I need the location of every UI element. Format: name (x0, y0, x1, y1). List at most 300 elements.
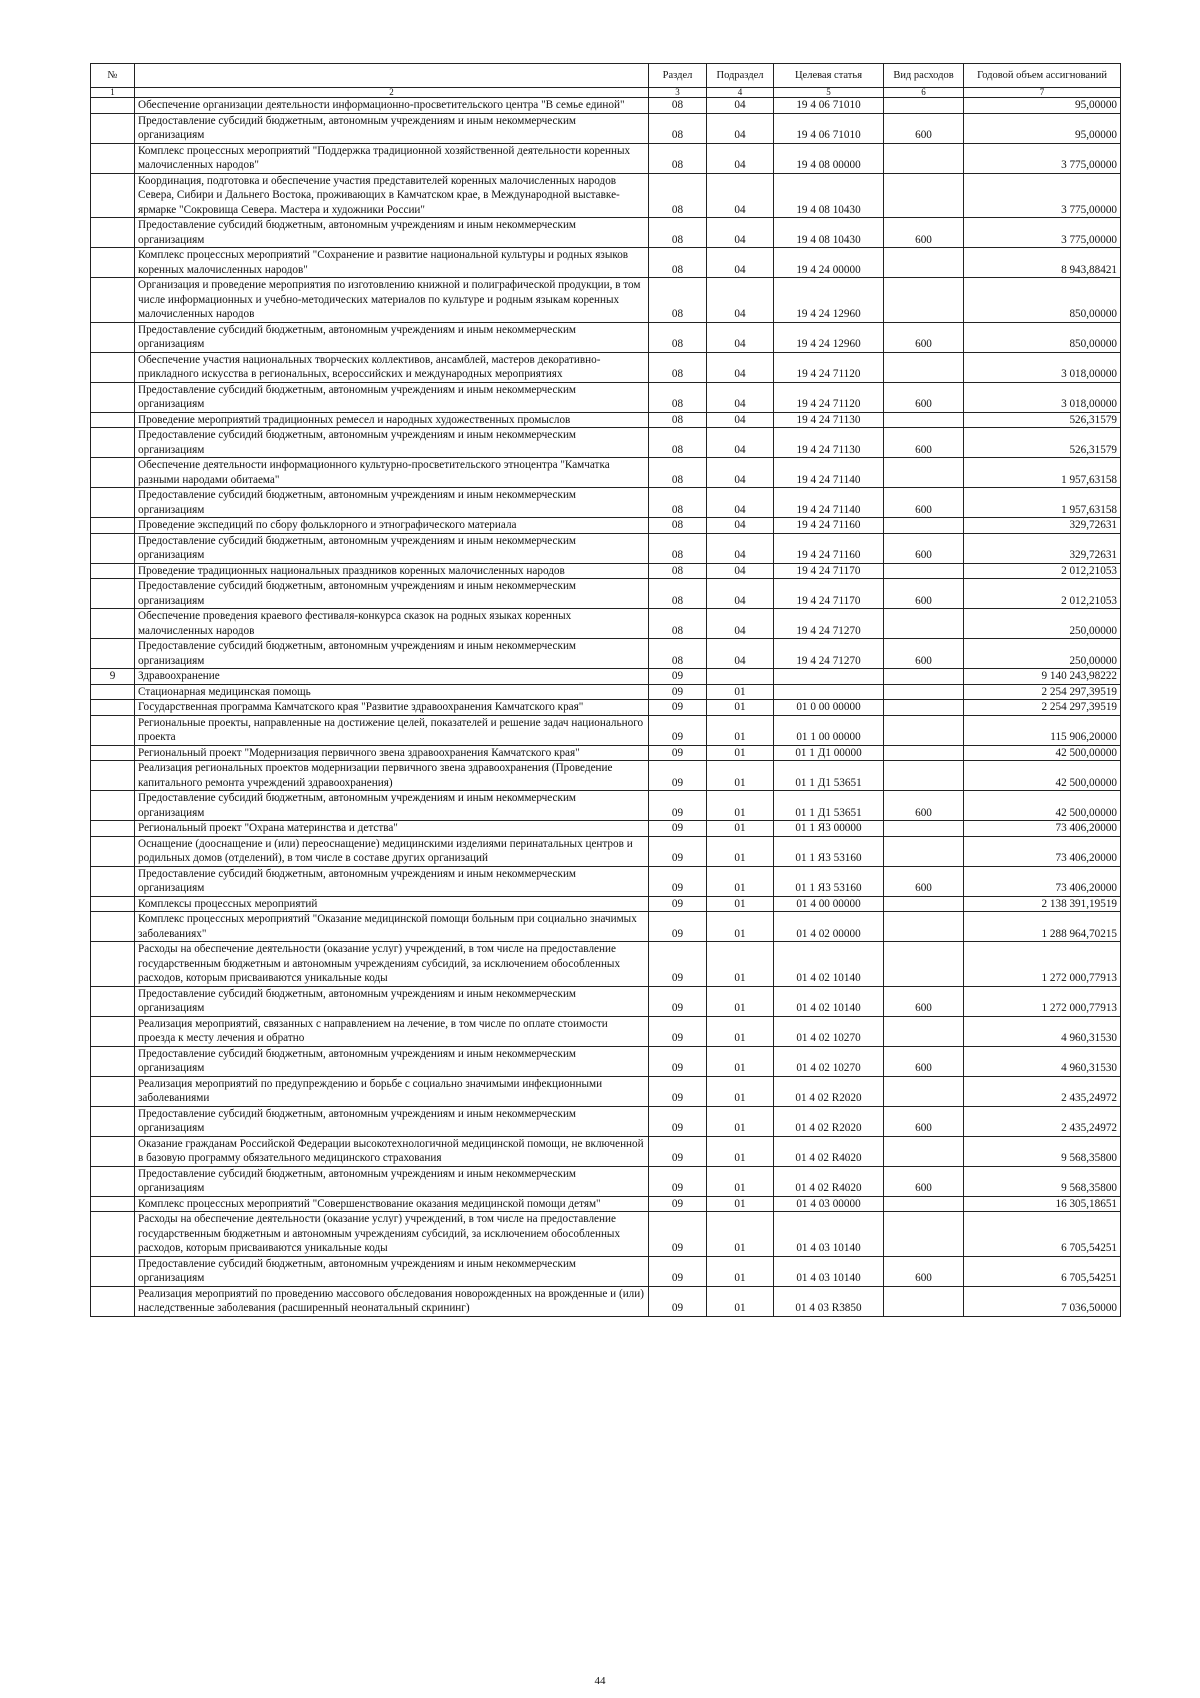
row-number (91, 1212, 135, 1257)
header-vid: Вид расходов (884, 64, 964, 88)
row-podrazdel: 04 (707, 609, 774, 639)
row-amount: 250,00000 (964, 639, 1121, 669)
row-target-article: 19 4 24 71270 (774, 639, 884, 669)
row-expense-type (884, 896, 964, 912)
table-row (91, 412, 1121, 428)
table-row (91, 382, 1121, 412)
row-razdel: 08 (649, 412, 707, 428)
row-name: Обеспечение деятельности информационного культурно-просветительского этноцентра "Камчатка разными народами обитаема" (135, 458, 649, 488)
row-number (91, 352, 135, 382)
row-name: Реализация мероприятий по проведению массового обследования новорожденных на врожденные и (или) наследственные заболевания (расширенный неонатальный скрининг) (135, 1286, 649, 1316)
row-podrazdel: 01 (707, 791, 774, 821)
row-number (91, 942, 135, 987)
row-amount: 95,00000 (964, 98, 1121, 114)
row-expense-type: 600 (884, 1046, 964, 1076)
row-razdel: 08 (649, 488, 707, 518)
row-number (91, 1196, 135, 1212)
row-name: Комплексы процессных мероприятий (135, 896, 649, 912)
row-expense-type: 600 (884, 1256, 964, 1286)
table-row (91, 1286, 1121, 1316)
row-name: Предоставление субсидий бюджетным, автономным учреждениям и иным некоммерческим организациям (135, 428, 649, 458)
row-amount: 2 254 297,39519 (964, 684, 1121, 700)
row-target-article: 19 4 24 71120 (774, 382, 884, 412)
row-expense-type (884, 1196, 964, 1212)
row-target-article: 19 4 06 71010 (774, 98, 884, 114)
row-podrazdel: 01 (707, 836, 774, 866)
row-number (91, 684, 135, 700)
row-expense-type: 600 (884, 1166, 964, 1196)
row-amount: 8 943,88421 (964, 248, 1121, 278)
row-number (91, 912, 135, 942)
row-target-article: 01 1 Д1 53651 (774, 791, 884, 821)
row-number (91, 218, 135, 248)
row-number (91, 248, 135, 278)
row-amount: 2 012,21053 (964, 563, 1121, 579)
row-amount: 73 406,20000 (964, 821, 1121, 837)
row-razdel: 08 (649, 563, 707, 579)
row-number (91, 143, 135, 173)
row-number (91, 1166, 135, 1196)
row-podrazdel: 04 (707, 352, 774, 382)
row-razdel: 09 (649, 912, 707, 942)
row-razdel: 09 (649, 669, 707, 685)
row-razdel: 09 (649, 1286, 707, 1316)
table-row (91, 1256, 1121, 1286)
row-expense-type (884, 821, 964, 837)
row-podrazdel: 01 (707, 715, 774, 745)
row-razdel: 09 (649, 1136, 707, 1166)
row-number (91, 563, 135, 579)
row-podrazdel: 01 (707, 745, 774, 761)
row-amount: 7 036,50000 (964, 1286, 1121, 1316)
row-podrazdel: 01 (707, 986, 774, 1016)
row-razdel: 09 (649, 821, 707, 837)
row-expense-type: 600 (884, 1106, 964, 1136)
table-header (91, 64, 1121, 98)
row-name: Реализация мероприятий, связанных с направлением на лечение, в том числе по оплате стоимости проезда к месту лечения и обратно (135, 1016, 649, 1046)
row-target-article (774, 684, 884, 700)
col-number: 4 (707, 88, 774, 98)
row-razdel: 09 (649, 866, 707, 896)
table-row (91, 684, 1121, 700)
row-razdel: 09 (649, 745, 707, 761)
row-target-article: 01 4 02 10140 (774, 986, 884, 1016)
row-amount: 73 406,20000 (964, 866, 1121, 896)
row-podrazdel: 01 (707, 912, 774, 942)
row-number (91, 745, 135, 761)
table-row (91, 986, 1121, 1016)
row-expense-type: 600 (884, 579, 964, 609)
row-amount: 250,00000 (964, 609, 1121, 639)
row-amount: 526,31579 (964, 412, 1121, 428)
row-number (91, 700, 135, 716)
row-target-article: 19 4 24 71120 (774, 352, 884, 382)
row-podrazdel (707, 669, 774, 685)
col-number: 7 (964, 88, 1121, 98)
table-row (91, 791, 1121, 821)
row-name: Реализация региональных проектов модернизации первичного звена здравоохранения (Проведение капитального ремонта учреждений здравоохранения) (135, 761, 649, 791)
row-podrazdel: 04 (707, 322, 774, 352)
row-name: Предоставление субсидий бюджетным, автономным учреждениям и иным некоммерческим организациям (135, 1256, 649, 1286)
row-name: Государственная программа Камчатского края "Развитие здравоохранения Камчатского края" (135, 700, 649, 716)
row-razdel: 08 (649, 579, 707, 609)
row-podrazdel: 04 (707, 458, 774, 488)
row-amount: 526,31579 (964, 428, 1121, 458)
row-target-article: 01 4 03 10140 (774, 1212, 884, 1257)
row-podrazdel: 04 (707, 579, 774, 609)
row-name: Предоставление субсидий бюджетным, автономным учреждениям и иным некоммерческим организациям (135, 322, 649, 352)
table-row (91, 533, 1121, 563)
row-amount: 42 500,00000 (964, 745, 1121, 761)
row-number (91, 639, 135, 669)
row-target-article: 19 4 24 71270 (774, 609, 884, 639)
row-razdel: 08 (649, 382, 707, 412)
row-amount: 2 138 391,19519 (964, 896, 1121, 912)
row-target-article: 19 4 24 71170 (774, 579, 884, 609)
table-row (91, 821, 1121, 837)
row-number (91, 382, 135, 412)
header-no: № (91, 64, 135, 88)
row-number (91, 488, 135, 518)
row-podrazdel: 04 (707, 533, 774, 563)
page-number: 44 (594, 1675, 606, 1687)
row-number (91, 1286, 135, 1316)
row-number (91, 836, 135, 866)
table-row (91, 218, 1121, 248)
row-razdel: 09 (649, 1166, 707, 1196)
row-name: Проведение традиционных национальных праздников коренных малочисленных народов (135, 563, 649, 579)
row-name: Предоставление субсидий бюджетным, автономным учреждениям и иным некоммерческим организациям (135, 1166, 649, 1196)
row-podrazdel: 04 (707, 563, 774, 579)
row-razdel: 08 (649, 533, 707, 563)
row-name: Реализация мероприятий по предупреждению и борьбе с социально значимыми инфекционными заболеваниями (135, 1076, 649, 1106)
row-amount: 2 254 297,39519 (964, 700, 1121, 716)
table-body (91, 98, 1121, 1317)
row-target-article: 01 1 00 00000 (774, 715, 884, 745)
row-razdel: 09 (649, 986, 707, 1016)
row-expense-type (884, 609, 964, 639)
table-row (91, 1106, 1121, 1136)
row-target-article: 19 4 06 71010 (774, 113, 884, 143)
row-podrazdel: 01 (707, 1166, 774, 1196)
table-row (91, 669, 1121, 685)
row-podrazdel: 04 (707, 98, 774, 114)
table-row (91, 579, 1121, 609)
row-target-article: 01 4 02 R2020 (774, 1106, 884, 1136)
col-number: 5 (774, 88, 884, 98)
table-row (91, 609, 1121, 639)
table-row (91, 639, 1121, 669)
table-row (91, 352, 1121, 382)
table-row (91, 98, 1121, 114)
row-podrazdel: 01 (707, 866, 774, 896)
row-podrazdel: 04 (707, 488, 774, 518)
row-podrazdel: 01 (707, 1212, 774, 1257)
row-expense-type (884, 143, 964, 173)
row-target-article: 01 4 03 00000 (774, 1196, 884, 1212)
row-expense-type (884, 278, 964, 323)
row-razdel: 08 (649, 173, 707, 218)
row-podrazdel: 01 (707, 1076, 774, 1106)
row-razdel: 08 (649, 458, 707, 488)
row-amount: 95,00000 (964, 113, 1121, 143)
row-target-article: 01 1 Я3 53160 (774, 866, 884, 896)
row-expense-type (884, 352, 964, 382)
budget-table-sheet (90, 63, 1120, 1317)
row-target-article: 01 4 02 00000 (774, 912, 884, 942)
row-target-article: 01 1 Я3 53160 (774, 836, 884, 866)
row-number (91, 113, 135, 143)
header-celevaya: Целевая статья (774, 64, 884, 88)
row-name: Оказание гражданам Российской Федерации высокотехнологичной медицинской помощи, не включенной в базовую программу обязательного медицинского страхования (135, 1136, 649, 1166)
row-podrazdel: 04 (707, 382, 774, 412)
row-expense-type (884, 1136, 964, 1166)
row-target-article: 01 4 02 10270 (774, 1016, 884, 1046)
row-number (91, 761, 135, 791)
row-razdel: 08 (649, 609, 707, 639)
row-number (91, 1256, 135, 1286)
table-row (91, 278, 1121, 323)
row-razdel: 08 (649, 639, 707, 669)
row-name: Предоставление субсидий бюджетным, автономным учреждениям и иным некоммерческим организациям (135, 791, 649, 821)
row-razdel: 09 (649, 896, 707, 912)
row-target-article: 01 1 Д1 00000 (774, 745, 884, 761)
row-expense-type: 600 (884, 533, 964, 563)
row-razdel: 09 (649, 1076, 707, 1106)
row-podrazdel: 04 (707, 518, 774, 534)
row-amount: 1 957,63158 (964, 458, 1121, 488)
table-row (91, 1046, 1121, 1076)
row-podrazdel: 04 (707, 278, 774, 323)
row-target-article: 19 4 24 71160 (774, 533, 884, 563)
row-expense-type (884, 98, 964, 114)
table-row (91, 1196, 1121, 1212)
table-row (91, 866, 1121, 896)
row-podrazdel: 01 (707, 684, 774, 700)
row-target-article: 01 4 00 00000 (774, 896, 884, 912)
row-target-article: 01 4 02 R4020 (774, 1136, 884, 1166)
row-razdel: 08 (649, 113, 707, 143)
row-name: Региональный проект "Охрана материнства и детства" (135, 821, 649, 837)
row-number (91, 518, 135, 534)
row-amount: 850,00000 (964, 278, 1121, 323)
row-amount: 2 435,24972 (964, 1076, 1121, 1106)
row-amount: 3 775,00000 (964, 173, 1121, 218)
row-name: Предоставление субсидий бюджетным, автономным учреждениям и иным некоммерческим организациям (135, 866, 649, 896)
row-target-article: 19 4 08 00000 (774, 143, 884, 173)
row-name: Оснащение (дооснащение и (или) переоснащение) медицинскими изделиями перинатальных центров и родильных домов (отделений), в том числе в составе других организаций (135, 836, 649, 866)
row-amount: 1 288 964,70215 (964, 912, 1121, 942)
row-amount: 9 568,35800 (964, 1166, 1121, 1196)
table-row (91, 1212, 1121, 1257)
table-row (91, 1166, 1121, 1196)
row-name: Комплекс процессных мероприятий "Совершенствование оказания медицинской помощи детям" (135, 1196, 649, 1212)
header-name (135, 64, 649, 88)
row-expense-type (884, 684, 964, 700)
row-razdel: 09 (649, 684, 707, 700)
row-target-article: 19 4 24 12960 (774, 278, 884, 323)
row-podrazdel: 04 (707, 428, 774, 458)
row-razdel: 08 (649, 218, 707, 248)
row-razdel: 08 (649, 322, 707, 352)
row-amount: 16 305,18651 (964, 1196, 1121, 1212)
row-target-article: 01 1 Д1 53651 (774, 761, 884, 791)
row-amount: 9 140 243,98222 (964, 669, 1121, 685)
row-podrazdel: 01 (707, 700, 774, 716)
row-podrazdel: 01 (707, 1256, 774, 1286)
row-expense-type (884, 761, 964, 791)
row-razdel: 09 (649, 836, 707, 866)
row-podrazdel: 01 (707, 1286, 774, 1316)
row-expense-type (884, 942, 964, 987)
row-razdel: 09 (649, 761, 707, 791)
row-razdel: 09 (649, 1016, 707, 1046)
row-name: Комплекс процессных мероприятий "Оказание медицинской помощи больным при социально значимых заболеваниях" (135, 912, 649, 942)
row-number (91, 609, 135, 639)
table-row (91, 912, 1121, 942)
row-name: Предоставление субсидий бюджетным, автономным учреждениям и иным некоммерческим организациям (135, 1106, 649, 1136)
row-amount: 9 568,35800 (964, 1136, 1121, 1166)
row-name: Предоставление субсидий бюджетным, автономным учреждениям и иным некоммерческим организациям (135, 113, 649, 143)
row-razdel: 09 (649, 1196, 707, 1212)
row-expense-type (884, 715, 964, 745)
row-number (91, 866, 135, 896)
row-podrazdel: 01 (707, 821, 774, 837)
row-target-article: 19 4 08 10430 (774, 173, 884, 218)
row-razdel: 09 (649, 1106, 707, 1136)
row-amount: 6 705,54251 (964, 1256, 1121, 1286)
table-row (91, 942, 1121, 987)
table-row (91, 700, 1121, 716)
row-podrazdel: 04 (707, 412, 774, 428)
row-amount: 73 406,20000 (964, 836, 1121, 866)
row-podrazdel: 01 (707, 1136, 774, 1166)
row-expense-type: 600 (884, 428, 964, 458)
row-amount: 3 775,00000 (964, 143, 1121, 173)
table-row (91, 143, 1121, 173)
row-podrazdel: 04 (707, 143, 774, 173)
row-podrazdel: 04 (707, 173, 774, 218)
row-amount: 4 960,31530 (964, 1046, 1121, 1076)
row-name: Координация, подготовка и обеспечение участия представителей коренных малочисленных народов Севера, Сибири и Дальнего Востока, проживающих в Камчатском крае, в Международной выставке-ярмарке "Сокровища Севера. Мастера и художники России" (135, 173, 649, 218)
row-amount: 1 272 000,77913 (964, 942, 1121, 987)
row-amount: 3 775,00000 (964, 218, 1121, 248)
row-razdel: 08 (649, 428, 707, 458)
row-razdel: 08 (649, 518, 707, 534)
row-number (91, 579, 135, 609)
header-razdel: Раздел (649, 64, 707, 88)
table-row (91, 458, 1121, 488)
row-amount: 2 435,24972 (964, 1106, 1121, 1136)
row-expense-type: 600 (884, 791, 964, 821)
row-podrazdel: 01 (707, 761, 774, 791)
row-expense-type: 600 (884, 639, 964, 669)
row-podrazdel: 01 (707, 1196, 774, 1212)
table-row (91, 715, 1121, 745)
row-amount: 4 960,31530 (964, 1016, 1121, 1046)
row-podrazdel: 04 (707, 248, 774, 278)
row-number (91, 1106, 135, 1136)
row-expense-type: 600 (884, 866, 964, 896)
row-target-article: 19 4 24 71140 (774, 488, 884, 518)
row-target-article: 01 4 03 10140 (774, 1256, 884, 1286)
table-row (91, 488, 1121, 518)
row-target-article: 19 4 24 71140 (774, 458, 884, 488)
row-number (91, 322, 135, 352)
row-podrazdel: 01 (707, 942, 774, 987)
budget-table (90, 63, 1121, 1317)
col-number: 1 (91, 88, 135, 98)
row-name: Региональный проект "Модернизация первичного звена здравоохранения Камчатского края" (135, 745, 649, 761)
row-target-article: 19 4 24 71130 (774, 412, 884, 428)
row-expense-type (884, 745, 964, 761)
table-row (91, 1136, 1121, 1166)
row-amount: 42 500,00000 (964, 761, 1121, 791)
header-obem: Годовой объем ассигнований (964, 64, 1121, 88)
row-name: Проведение мероприятий традиционных ремесел и народных художественных промыслов (135, 412, 649, 428)
row-razdel: 08 (649, 278, 707, 323)
row-name: Предоставление субсидий бюджетным, автономным учреждениям и иным некоммерческим организациям (135, 533, 649, 563)
row-amount: 329,72631 (964, 533, 1121, 563)
row-name: Комплекс процессных мероприятий "Сохранение и развитие национальной культуры и родных языков коренных малочисленных народов" (135, 248, 649, 278)
row-expense-type (884, 1016, 964, 1046)
row-name: Предоставление субсидий бюджетным, автономным учреждениям и иным некоммерческим организациям (135, 218, 649, 248)
row-podrazdel: 01 (707, 1016, 774, 1046)
row-expense-type (884, 1286, 964, 1316)
row-amount: 2 012,21053 (964, 579, 1121, 609)
table-row (91, 428, 1121, 458)
row-name: Обеспечение организации деятельности информационно-просветительского центра "В семье единой" (135, 98, 649, 114)
row-number (91, 1046, 135, 1076)
row-razdel: 09 (649, 1256, 707, 1286)
col-number: 3 (649, 88, 707, 98)
row-expense-type (884, 912, 964, 942)
row-razdel: 09 (649, 942, 707, 987)
row-number (91, 98, 135, 114)
row-razdel: 09 (649, 715, 707, 745)
row-number (91, 533, 135, 563)
row-name: Стационарная медицинская помощь (135, 684, 649, 700)
row-expense-type: 600 (884, 986, 964, 1016)
row-target-article: 19 4 24 00000 (774, 248, 884, 278)
table-row (91, 836, 1121, 866)
row-expense-type (884, 412, 964, 428)
header-podrazdel: Подраздел (707, 64, 774, 88)
table-row (91, 322, 1121, 352)
row-podrazdel: 04 (707, 639, 774, 669)
column-number-row (91, 88, 1121, 98)
row-number (91, 278, 135, 323)
row-name: Предоставление субсидий бюджетным, автономным учреждениям и иным некоммерческим организациям (135, 488, 649, 518)
row-number (91, 1076, 135, 1106)
row-razdel: 08 (649, 98, 707, 114)
row-razdel: 09 (649, 1212, 707, 1257)
row-name: Обеспечение проведения краевого фестиваля-конкурса сказок на родных языках коренных малочисленных народов (135, 609, 649, 639)
row-amount: 1 957,63158 (964, 488, 1121, 518)
row-podrazdel: 01 (707, 896, 774, 912)
row-name: Комплекс процессных мероприятий "Поддержка традиционной хозяйственной деятельности коренных малочисленных народов" (135, 143, 649, 173)
row-target-article: 01 4 03 R3850 (774, 1286, 884, 1316)
row-expense-type (884, 248, 964, 278)
row-amount: 850,00000 (964, 322, 1121, 352)
row-target-article: 01 0 00 00000 (774, 700, 884, 716)
row-expense-type: 600 (884, 488, 964, 518)
row-expense-type: 600 (884, 218, 964, 248)
row-name: Предоставление субсидий бюджетным, автономным учреждениям и иным некоммерческим организациям (135, 639, 649, 669)
row-number (91, 412, 135, 428)
row-name: Расходы на обеспечение деятельности (оказание услуг) учреждений, в том числе на предоставление государственным бюджетным и автономным учреждениям субсидий, за исключением обособленных расходов, которым присваиваются уникальные коды (135, 1212, 649, 1257)
row-name: Расходы на обеспечение деятельности (оказание услуг) учреждений, в том числе на предоставление государственным бюджетным и автономным учреждениям субсидий, за исключением обособленных расходов, которым присваиваются уникальные коды (135, 942, 649, 987)
